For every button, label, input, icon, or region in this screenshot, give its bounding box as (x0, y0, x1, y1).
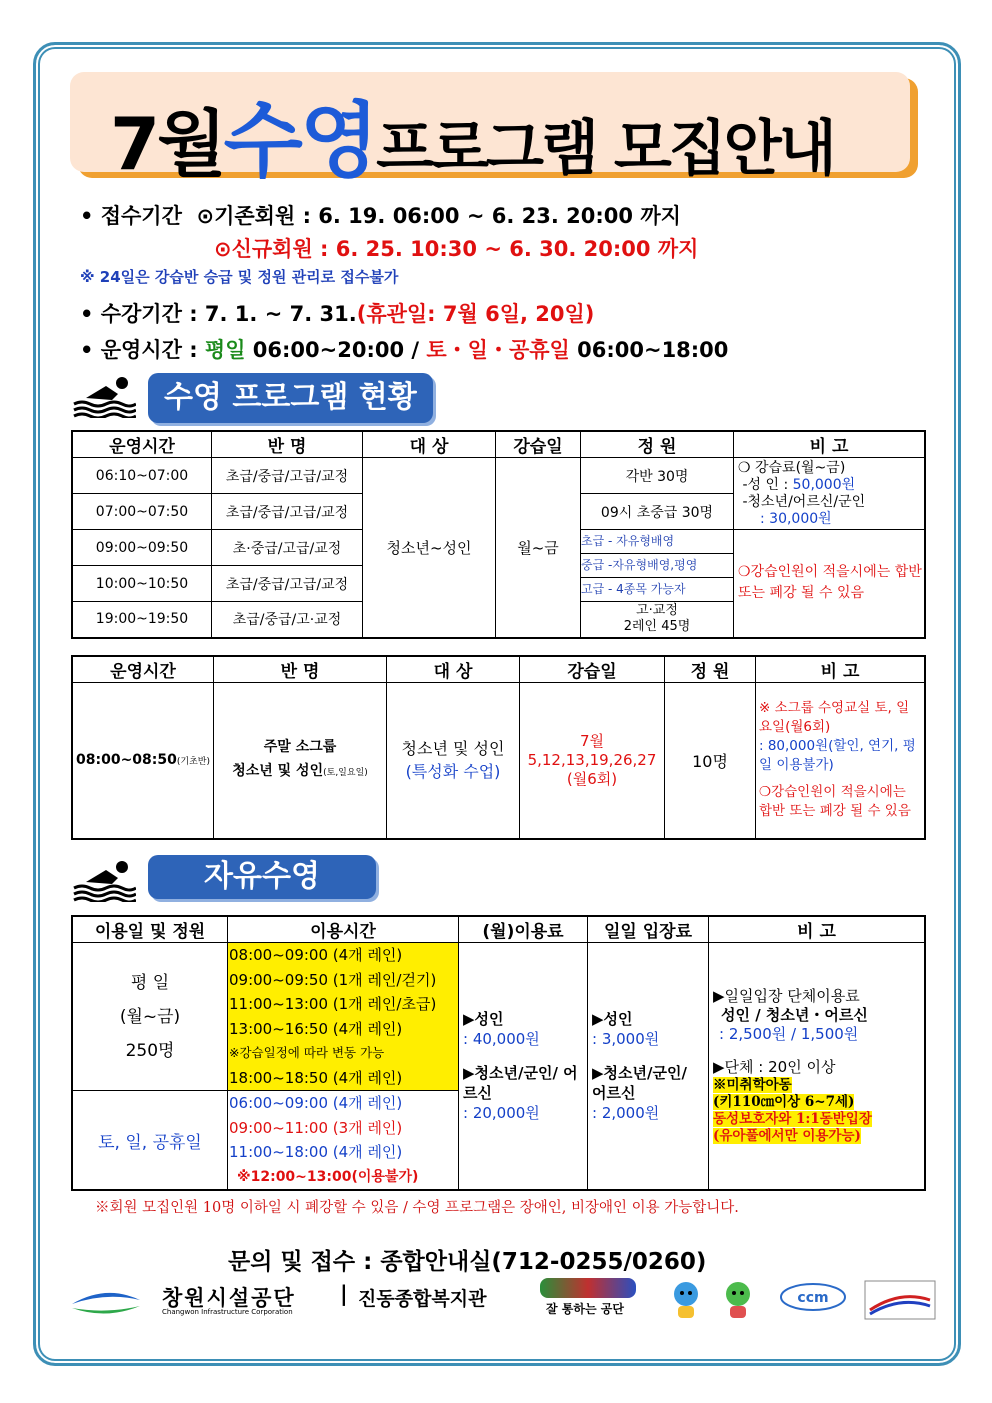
swimmer-icon (72, 858, 136, 902)
header-target: 대 상 (363, 431, 496, 458)
header-capacity: 정 원 (581, 431, 734, 458)
table-row: 평 일 (월~금) 250명 08:00~09:00 (4개 레인) 09:00~09:50 (1개 레인/걷기) 11:00~13:00 (1개 레인/초급) 13:00~16:50 (4개 레인) ※강습일정에 따라 변동 가능 18:00~18:50 (4개 레인) ▶성인 : 40,000원 ▶청소년/군인/ 어르신 : 20,000원 ▶성인 : 3,000원 ▶청소년/군인/ 어르신 : 2,000원 ▶일일입장 단체이용료 성인 / 청소년・어르신 : 2,500원 / 1,500원 ▶단체 : 20인 이상 ※미취학아동 (키110㎝이상 6~7세) 동성보호자와 1:1동반입장 (유아풀에서만 이용가능) (72, 943, 925, 1091)
table-row: 06:10~07:00 초급/중급/고급/교정 청소년~성인 월~금 각반 30명 ❍ 강습료(월~금) -성 인 : 50,000원 -청소년/어르신/군인 : 30,000원 (72, 458, 925, 494)
program-table (71, 430, 926, 639)
section-title-program: 수영 프로그램 현황 (148, 373, 433, 423)
remarks-cancel: ❍강습인원이 적을시에는 합반 또는 폐강 될 수 있음 (734, 530, 926, 638)
free-swim-table: 이용일 및 정원 이용시간 (월)이용료 일일 입장료 비 고 평 일 (월~금) 250명 08:00~09:00 (4개 레인) 09:00~09:50 (1개 레인/걷기) 11:00~13:00 (1개 레인/초급) 13:00~16:50 (4개 레인) ※강습일정에 따라 변동 가능 18:00~18:50 (4개 레인) ▶성인 : 40,000원 ▶청소년/군인/ 어르신 : 20,000원 ▶성인 : 3,000원 ▶청소년/군인/ 어르신 : 2,000원 ▶일일입장 단체이용료 성인 / 청소년・어르신 : 2,500원 / 1,500원 ▶단체 : 20인 이상 ※미취학아동 (키110㎝이상 6~7세) 동성보호자와 1:1동반입장 (유아풀에서만 이용가능) 토, 일, 공휴일 06:00~09:00 (4개 레인) 09:00~11:00 (3개 레인) 11:00~18:00 (4개 레인) ※12:00~13:00(이용불가) (71, 915, 926, 1191)
weekend-program-table: 운영시간 반 명 대 상 강습일 정 원 비 고 08:00~08:50(기초반) 주말 소그룹 청소년 및 성인(토,일요일) 청소년 및 성인 (특성화 수업) 7월 5,12,13,19,26,27 (월6회) 10명 ※ 소그룹 수영교실 토, 일요일(월6회) : 80,000원(할인, 연기, 평일 이용불가) ❍강습인원이 적을시에는 합반 또는 폐강 될 수 있음 (71, 655, 926, 840)
table-row: 08:00~08:50(기초반) 주말 소그룹 청소년 및 성인(토,일요일) 청소년 및 성인 (특성화 수업) 7월 5,12,13,19,26,27 (월6회) 10명 ※ 소그룹 수영교실 토, 일요일(월6회) : 80,000원(할인, 연기, 평일 이용불가) ❍강습인원이 적을시에는 합반 또는 폐강 될 수 있음 (72, 683, 925, 839)
course-period: • 수강기간 : 7. 1. ~ 7. 31.(휴관일: 7월 6일, 20일) (80, 302, 595, 326)
mascot-icon (668, 1280, 704, 1320)
target-cell: 청소년~성인 (363, 458, 496, 638)
city-logo-icon (68, 1284, 144, 1320)
logo-bar: 창원시설공단 Changwon Infrastructure Corporation | 진동종합복지관 잘 통하는 공단 ccm (68, 1280, 938, 1320)
section-title-free-swim: 자유수영 (148, 855, 376, 899)
org-name: 창원시설공단 (162, 1286, 296, 1310)
capacity-levels: 초급 - 자유형배영 중급 -자유형배영,평영 고급 - 4종목 가능자 (581, 530, 734, 602)
registration-note: ※ 24일은 강습반 승급 및 정원 관리로 접수불가 (80, 268, 399, 286)
registration-existing: • 접수기간 ⊙기존회원 : 6. 19. 06:00 ~ 6. 23. 20:00 까지 (80, 204, 681, 228)
weekday-times: 08:00~09:00 (4개 레인) 09:00~09:50 (1개 레인/걷기) 11:00~13:00 (1개 레인/초급) 13:00~16:50 (4개 레인) ※강습일정에 따라 변동 가능 18:00~18:50 (4개 레인) (228, 943, 459, 1091)
table-row: 10:00~10:50 초급/중급/고급/교정 (72, 566, 925, 602)
operating-hours: • 운영시간 : 평일 06:00~20:00 / 토・일・공휴일 06:00~18:00 (80, 338, 729, 362)
remarks-fee: ❍ 강습료(월~금) -성 인 : 50,000원 -청소년/어르신/군인 : 30,000원 (734, 458, 926, 530)
mascot-icon (720, 1280, 756, 1320)
header-class: 반 명 (212, 431, 363, 458)
contact-info: 문의 및 접수 : 종합안내실(712-0255/0260) (228, 1249, 707, 1275)
table-row: 09:00~09:50 초·중급/고급/교정 초급 - 자유형배영 중급 -자유형배영,평영 고급 - 4종목 가능자 ❍강습인원이 적을시에는 합반 또는 폐강 될 수 있음 (72, 530, 925, 566)
ccm-logo-icon (778, 1282, 848, 1316)
swimmer-icon (72, 374, 136, 418)
page-title: 7월수영프로그램 모집안내 (110, 94, 834, 189)
svg-text:ccm: ccm (797, 1290, 829, 1306)
certification-logo-icon (864, 1280, 936, 1320)
branch-name: 진동종합복지관 (358, 1288, 487, 1310)
weekend-times: 06:00~09:00 (4개 레인) 09:00~11:00 (3개 레인) 11:00~18:00 (4개 레인) ※12:00~13:00(이용불가) (228, 1091, 459, 1191)
table-row: 토, 일, 공휴일 06:00~09:00 (4개 레인) 09:00~11:00 (3개 레인) 11:00~18:00 (4개 레인) ※12:00~13:00(이용불가) (72, 1091, 925, 1191)
header-remarks: 비 고 (734, 431, 926, 458)
slogan-logo-icon (540, 1278, 636, 1298)
table-row: 07:00~07:50 초급/중급/고급/교정 09시 초중급 30명 (72, 494, 925, 530)
header-time: 운영시간 (72, 431, 212, 458)
footer-note: ※회원 모집인원 10명 이하일 시 폐강할 수 있음 / 수영 프로그램은 장애인, 비장애인 이용 가능합니다. (95, 1200, 739, 1216)
table-row: 19:00~19:50 초급/중급/고·교정 고·교정 2레인 45명 (72, 602, 925, 638)
days-cell: 월~금 (496, 458, 581, 638)
header-days: 강습일 (496, 431, 581, 458)
registration-new: ⊙신규회원 : 6. 25. 10:30 ~ 6. 30. 20:00 까지 (214, 237, 699, 261)
